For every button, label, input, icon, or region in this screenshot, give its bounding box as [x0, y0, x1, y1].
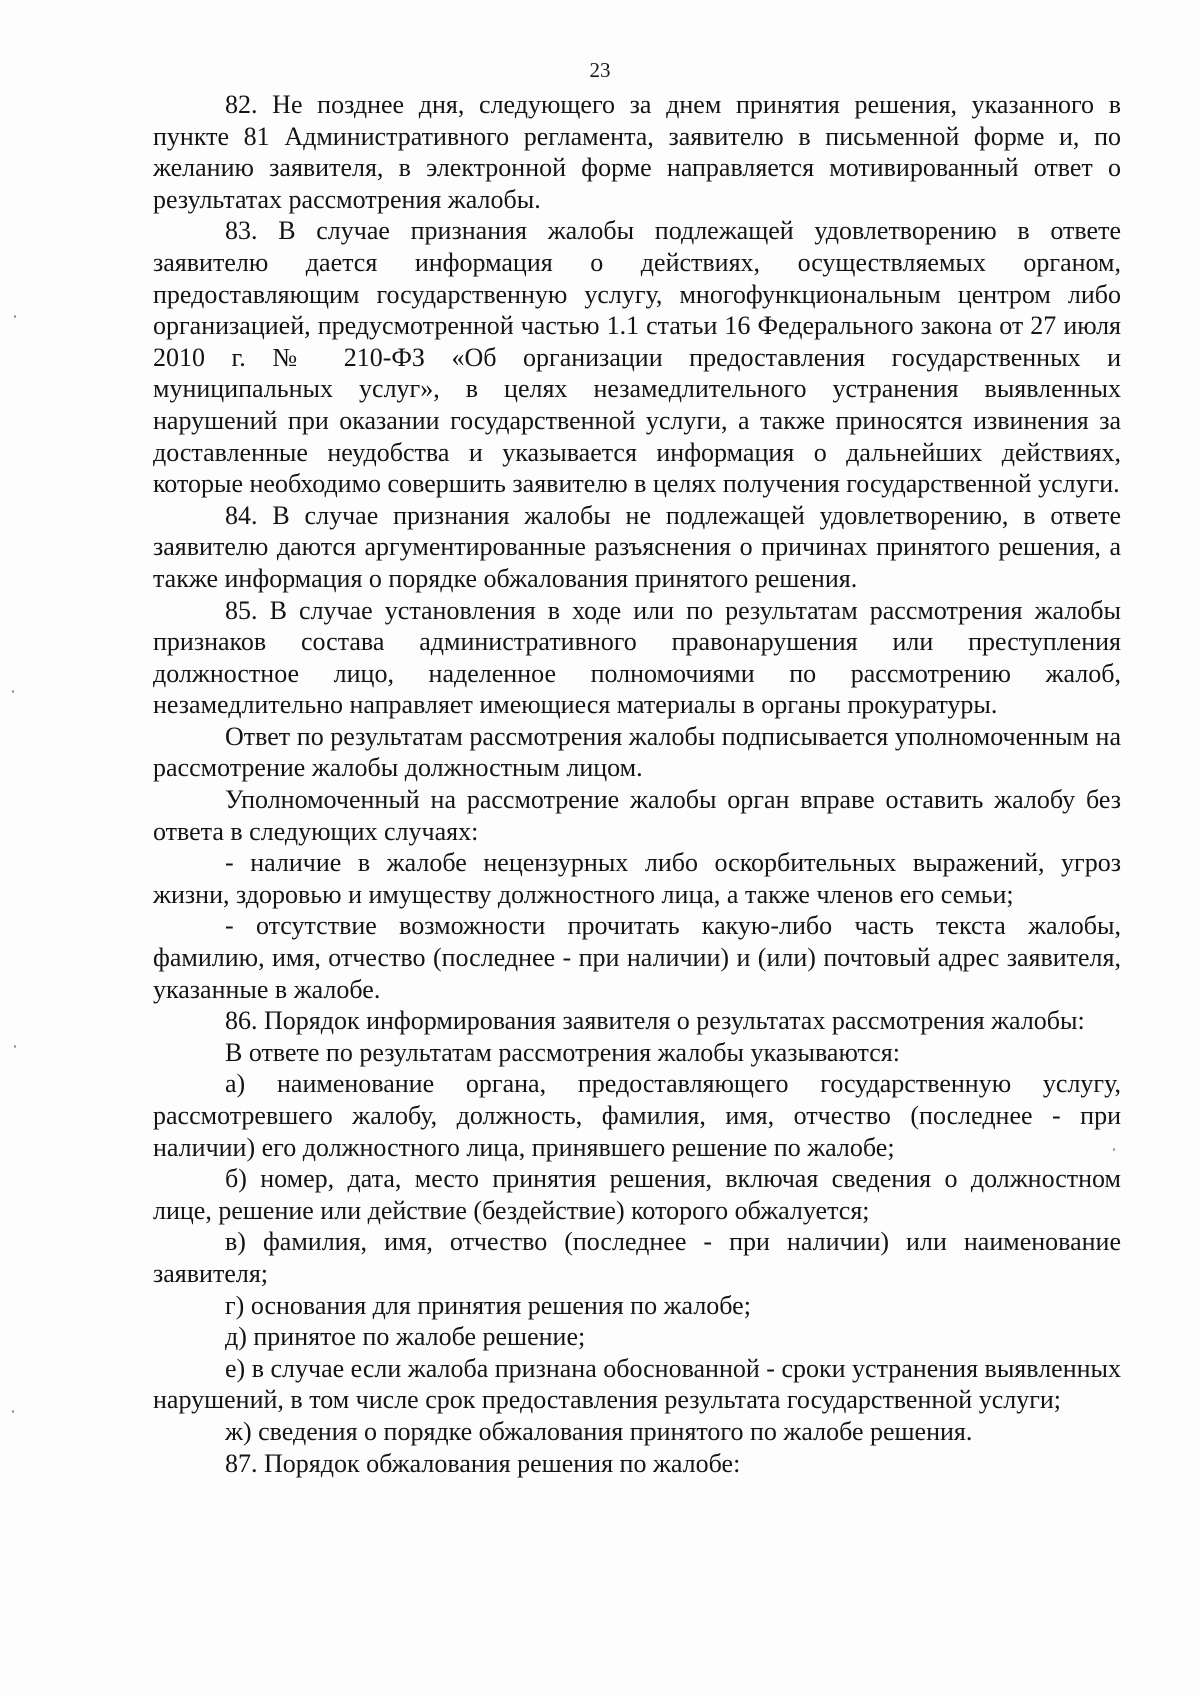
- scan-speck: [12, 690, 14, 693]
- page-number: 23: [589, 58, 611, 82]
- list-item-e: е) в случае если жалоба признана обоснованной - сроки устранения выявленных нарушений, в том числе срок предоставления результата государственной услуги;: [153, 1353, 1121, 1415]
- list-item-d: д) принятое по жалобе решение;: [225, 1322, 586, 1352]
- list-item-zh: ж) сведения о порядке обжалования принятого по жалобе решения.: [225, 1416, 973, 1446]
- scan-speck: [12, 1410, 14, 1413]
- scan-speck: [14, 315, 16, 318]
- list-item-obscene-language: - наличие в жалобе нецензурных либо оскорбительных выражений, угроз жизни, здоровью и имуществу должностного лица, а также членов его семьи;: [153, 848, 1121, 909]
- list-item-unreadable-text: - отсутствие возможности прочитать какую-либо часть текста жалобы, фамилию, имя, отчество (последнее - при наличии) и (или) почтовый адрес заявителя, указанные в жалобе.: [153, 911, 1121, 1004]
- paragraph-83: 83. В случае признания жалобы подлежащей удовлетворению в ответе заявителю дается информация о действиях, осуществляемых органом, предоставляющим государственную услугу, многофункциональным центром либо организацией, предусмотренной частью 1.1 статьи 16 Федерального закона от 27 июля 2010 г. № 210-ФЗ «Об организации предоставления государственных и муниципальных услуг», в целях незамедлительного устранения выявленных нарушений при оказании государственной услуги, а также приносятся извинения за доставленные неудобства и указывается информация о дальнейших действиях, которые необходимо совершить заявителю в целях получения государственной услуги.: [153, 216, 1121, 499]
- paragraph-85: 85. В случае установления в ходе или по результатам рассмотрения жалобы признаков состава административного правонарушения или преступления должностное лицо, наделенное полномочиями по рассмотрению жалоб, незамедлительно направляет имеющиеся материалы в органы прокуратуры.: [153, 595, 1121, 720]
- paragraph-82: 82. Не позднее дня, следующего за днем принятия решения, указанного в пункте 81 Административного регламента, заявителю в письменной форме и, по желанию заявителя, в электронной форме направляется мотивированный ответ о результатах рассмотрения жалобы.: [153, 90, 1121, 214]
- scan-speck: [14, 1045, 16, 1048]
- paragraph-no-answer-cases: Уполномоченный на рассмотрение жалобы орган вправе оставить жалобу без ответа в следующих случаях:: [153, 785, 1121, 846]
- scan-speck: [1113, 1148, 1115, 1151]
- paragraph-87: 87. Порядок обжалования решения по жалобе:: [225, 1448, 741, 1478]
- paragraph-86: 86. Порядок информирования заявителя о результатах рассмотрения жалобы:: [225, 1006, 1085, 1036]
- list-item-a: а) наименование органа, предоставляющего государственную услугу, рассмотревшего жалобу, должность, фамилия, имя, отчество (последнее - при наличии) его должностного лица, принявшего решение по жалобе;: [153, 1069, 1121, 1162]
- paragraph-answer-signature: Ответ по результатам рассмотрения жалобы подписывается уполномоченным на рассмотрение жалобы должностным лицом.: [153, 721, 1121, 783]
- list-item-v: в) фамилия, имя, отчество (последнее - при наличии) или наименование заявителя;: [153, 1227, 1121, 1288]
- list-item-b: б) номер, дата, место принятия решения, включая сведения о должностном лице, решение или действие (бездействие) которого обжалуется;: [153, 1164, 1121, 1225]
- paragraph-84: 84. В случае признания жалобы не подлежащей удовлетворению, в ответе заявителю даются аргументированные разъяснения о причинах принятого решения, а также информация о порядке обжалования принятого решения.: [153, 500, 1121, 593]
- document-body: [153, 89, 1121, 1479]
- paragraph-answer-contents: В ответе по результатам рассмотрения жалобы указываются:: [225, 1037, 900, 1067]
- list-item-g: г) основания для принятия решения по жалобе;: [225, 1290, 751, 1320]
